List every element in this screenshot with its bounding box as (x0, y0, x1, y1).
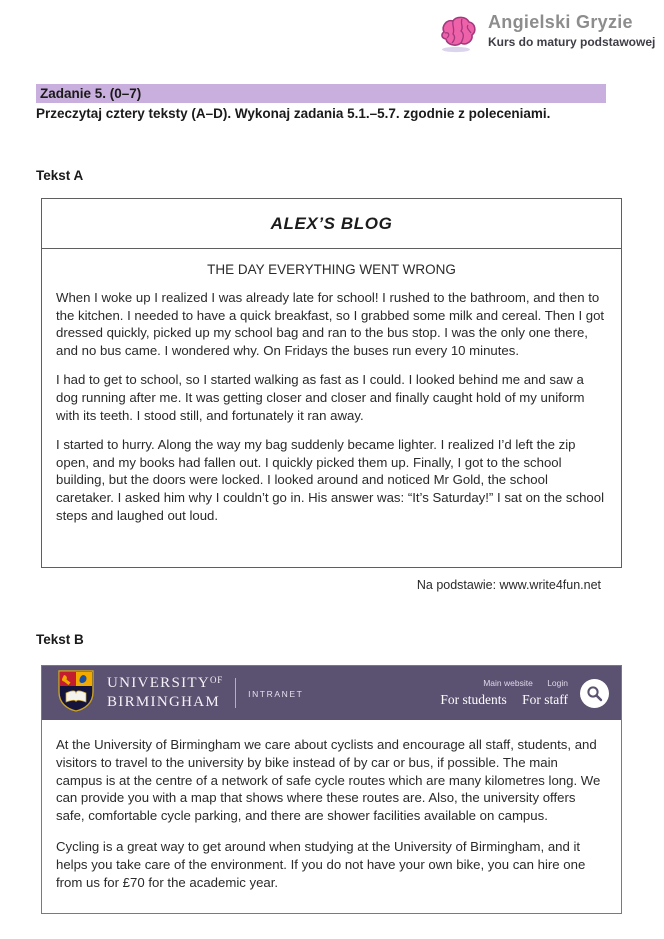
search-icon (586, 685, 603, 702)
wordmark-birmingham: BIRMINGHAM (107, 694, 221, 710)
cycling-paragraph-2: Cycling is a great way to get around when studying at the University of Birmingham, and it helps you take care of the environment. If you do not have your own bike, you can hire one from us for £70 for the academic year. (56, 838, 586, 890)
blog-subtitle: THE DAY EVERYTHING WENT WRONG (207, 262, 456, 277)
intranet-label: INTRANET (248, 689, 304, 699)
header-links-small (428, 678, 568, 688)
blog-paragraph-3: I started to hurry. Along the way my bag suddenly became lighter. I realized I’d left the zip open, and my books had fallen out. I quickly picked them up. Finally, I got to the school building, but the doors were locked. I looked around and noticed Mr Gold, the school caretaker. I asked him why I couldn’t go in. His answer was: “It’s Saturday!” I sat on the school steps and laughed out loud. (56, 437, 605, 523)
text-b-label: Tekst B (36, 632, 84, 647)
text-a-box (41, 198, 622, 568)
university-wordmark (107, 674, 223, 713)
for-students-link[interactable]: For students (440, 692, 507, 707)
wordmark-of: OF (210, 674, 224, 685)
text-a-label: Tekst A (36, 168, 84, 183)
blog-title: ALEX’S BLOG (42, 199, 621, 249)
blog-paragraph-1: When I woke up I realized I was already late for school! I rushed to the bathroom, and then to the kitchen. I needed to have a quick breakfast, so I grabbed some milk and cereal. Then I got dressed quickly, picked up my school bag and ran to the bus stop. I was the only one there, and no bus came. I wondered why. On Fridays the buses run every 10 minutes. (56, 290, 605, 358)
university-body (42, 720, 621, 913)
cycling-paragraph-1: At the University of Birmingham we care about cyclists and encourage all staff, students, and visitors to travel to the university by bike instead of by car or bus, if possible. The main campus is at the centre of a network of safe cycle routes which are many kilometres long. We can provide you with a map that shows where these routes are. Also, the university offers safe, comfortable cycle parking, and there are shower facilities available on campus. (56, 737, 601, 824)
text-b-box (41, 665, 622, 914)
for-staff-link[interactable]: For staff (522, 692, 568, 707)
brand-tagline: Kurs do matury podstawowej (488, 34, 656, 49)
university-crest-icon (58, 670, 94, 717)
search-button[interactable] (580, 679, 609, 708)
task-instructions: Przeczytaj cztery teksty (A–D). Wykonaj zadania 5.1.–5.7. zgodnie z poleceniami. (36, 106, 551, 121)
header-links-large (428, 692, 568, 708)
header-links (428, 678, 568, 708)
header-divider (235, 678, 236, 708)
main-website-link[interactable]: Main website (483, 678, 533, 688)
brand-name: Angielski Gryzie (488, 12, 633, 32)
task-heading: Zadanie 5. (0–7) (36, 84, 606, 103)
university-header (42, 666, 621, 720)
brand-logo (435, 13, 655, 53)
source-attribution: Na podstawie: www.write4fun.net (416, 578, 601, 592)
brain-icon (435, 13, 479, 53)
login-link[interactable]: Login (547, 678, 568, 688)
blog-paragraph-2: I had to get to school, so I started walking as fast as I could. I looked behind me and saw a dog running after me. It was getting closer and closer and finally caught hold of my uniform with its teeth. I stood still, and fortunately it ran away. (56, 372, 585, 423)
wordmark-university: UNIVERSITY (107, 674, 210, 691)
brand-text (488, 13, 655, 49)
